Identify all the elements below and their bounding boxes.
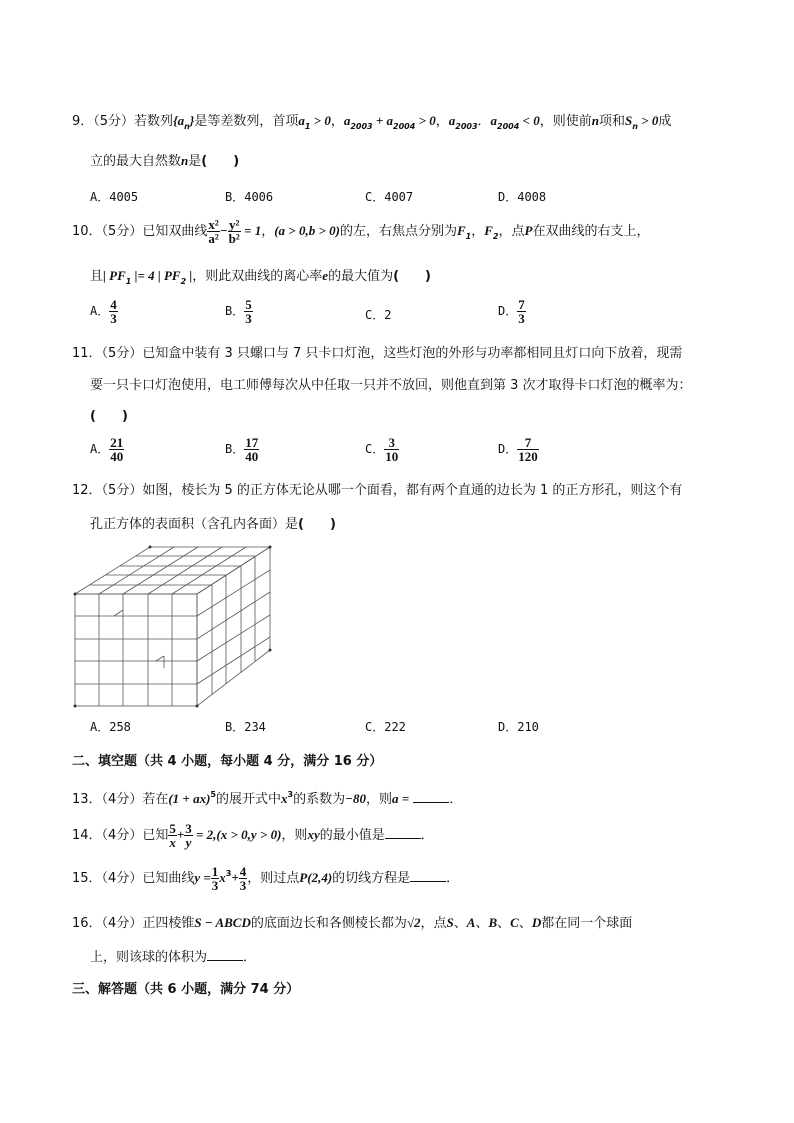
- q14-line: 14．（4分）已知 $\frac{5}{x}$ + $\frac{3}{y}$ = 2,(x > 0,y > 0)，则xy的最小值是 ．: [72, 821, 434, 850]
- q12-line1: 12．（5分）如图，棱长为 5 的正方体无论从哪一个面看，都有两个直通的边长为 1 的正方形孔，则这个有: [72, 483, 683, 498]
- q16-answer-blank[interactable]: [207, 950, 243, 961]
- q9-option-d[interactable]: D．4008: [498, 190, 547, 204]
- q9-line1: 9．（5分）若数列$\{a_n\}$是等差数列，首项$a_1 > 0$，$a_{2003} + a_{2004} > 0$，$a_{2003}$．$a_{2004} < 0$，则使前n项和$S_n > 0$成: [72, 113, 672, 131]
- q10-option-d[interactable]: D． $\frac{7}{3}$: [498, 297, 525, 326]
- q10-line2: 且| $PF_1$ |= 4 | $PF_2$ |，则此双曲线的离心率e的最大值为( ): [90, 268, 431, 286]
- q16-line1: 16．（4分）正四棱锥S − ABCD的底面边长和各侧棱长都为√2，点S、A、B、C、D都在同一个球面: [72, 915, 633, 931]
- q9-option-b[interactable]: B．4006: [225, 190, 274, 204]
- q12-line2: 孔正方体的表面积（含孔内各面）是( ): [90, 517, 336, 532]
- section-solve-heading: 三、解答题（共 6 小题，满分 74 分）: [72, 982, 300, 997]
- q9-option-c[interactable]: C．4007: [365, 190, 414, 204]
- q14-answer-blank[interactable]: [385, 828, 421, 839]
- q9-line2: 立的最大自然数n是( ): [90, 153, 240, 169]
- q10-frac-x: $\frac{\text{x²}}{\text{a²}}$: [208, 217, 219, 246]
- q11-line1: 11．（5分）已知盒中装有 3 只螺口与 7 只卡口灯泡，这些灯泡的外形与功率都相同且灯口向下放着，现需: [72, 346, 683, 361]
- q10-option-c[interactable]: C．2: [365, 308, 392, 322]
- q10-line1: 10．（5分）已知双曲线 $\frac{\text{x²}}{\text{a²}}$ − $\frac{\text{y²}}{\text{b²}}$ = 1，(a > 0,b > 0)的左，右焦点分别为$F_1$，$F_2$，点P在双曲线的右支上，: [72, 217, 650, 246]
- q15-answer-blank[interactable]: [410, 871, 446, 882]
- q13-line: 13．（4分）若在(1 + ax)$^5$的展开式中$x^3$的系数为−80，则a = ．: [72, 790, 463, 807]
- q9-option-a[interactable]: A．4005: [90, 190, 139, 204]
- q11-option-a[interactable]: A． $\frac{21}{40}$: [90, 435, 124, 464]
- q11-paren: ( ): [90, 409, 128, 424]
- q11-option-c[interactable]: C． $\frac{3}{10}$: [365, 435, 399, 464]
- cube-figure: [70, 542, 275, 712]
- q11-option-b[interactable]: B． $\frac{17}{40}$: [225, 435, 259, 464]
- q12-option-b[interactable]: B．234: [225, 720, 266, 734]
- q10-frac-y: $\frac{\text{y²}}{\text{b²}}$: [228, 217, 240, 246]
- section-fill-in-heading: 二、填空题（共 4 小题，每小题 4 分，满分 16 分）: [72, 754, 383, 769]
- q13-answer-blank[interactable]: [413, 792, 449, 803]
- q12-option-c[interactable]: C．222: [365, 720, 406, 734]
- q16-line2: 上，则该球的体积为 ．: [90, 950, 257, 965]
- q15-line: 15．（4分）已知曲线y = $\frac{1}{3}$ $x^3+$ $\frac{4}{3}$ ，则过点P(2,4)的切线方程是 ．: [72, 864, 460, 893]
- q12-option-a[interactable]: A．258: [90, 720, 131, 734]
- q12-option-d[interactable]: D．210: [498, 720, 539, 734]
- q10-option-a[interactable]: A． $\frac{4}{3}$: [90, 297, 117, 326]
- q10-option-b[interactable]: B． $\frac{5}{3}$: [225, 297, 252, 326]
- q11-line2: 要一只卡口灯泡使用，电工师傅每次从中任取一只并不放回，则他直到第 3 次才取得卡口灯泡的概率为：: [90, 378, 692, 393]
- q11-option-d[interactable]: D． $\frac{7}{120}$: [498, 435, 538, 464]
